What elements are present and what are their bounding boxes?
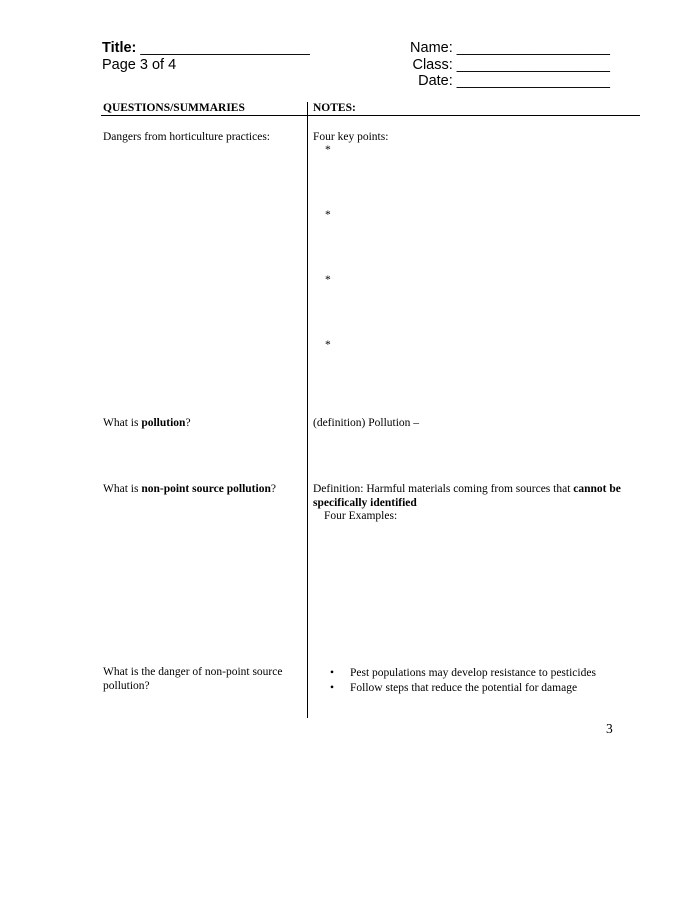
notes-danger-bullets [313,666,633,695]
header-left [102,40,310,74]
question-term: pollution [141,417,186,429]
notes-key-points-intro: Four key points: [313,131,389,143]
title-line [102,40,310,57]
notes-non-point-definition [313,483,625,524]
definition-text: Definition: Harmful materials coming from sources that [313,483,574,495]
title-blank[interactable]: _____________________ [140,40,310,56]
class-line [410,57,610,74]
title-label: Title: [102,40,137,56]
page-number: 3 [606,721,613,736]
column-header-notes: NOTES: [313,102,356,114]
question-term: non-point source pollution [141,483,271,495]
question-mark: ? [185,417,191,429]
key-point-marker-3: * [325,274,331,286]
bullet-icon: • [330,667,335,679]
column-header-questions: QUESTIONS/SUMMARIES [103,102,245,114]
header-rule [101,115,640,116]
class-label: Class: [412,56,453,73]
bullet-text: Follow steps that reduce the potential for damage [350,681,578,694]
question-mark: ? [270,483,276,495]
question-pollution [103,417,298,431]
column-headers [0,102,696,116]
date-line [410,73,610,90]
question-non-point-source [103,483,298,497]
list-item [313,681,633,696]
class-blank[interactable]: ___________________ [456,56,610,73]
bullet-list [313,666,633,695]
date-label: Date: [418,73,453,89]
name-blank[interactable]: ___________________ [456,40,610,56]
question-danger-non-point: What is the danger of non-point source pollution? [103,666,283,692]
definition-emphasis: cannot be specifically identified [313,483,621,509]
key-point-marker-2: * [325,209,331,221]
date-blank[interactable]: ___________________ [456,73,610,89]
four-examples-label: Four Examples: [324,510,398,522]
key-point-marker-1: * [325,144,331,156]
notes-pollution-definition: (definition) Pollution – [313,417,420,429]
bullet-text: Pest populations may develop resistance to pesticides [350,667,596,679]
question-text: What is [103,417,142,429]
page-info: Page 3 of 4 [102,57,177,73]
name-line [410,40,610,57]
list-item [313,666,633,681]
question-text: What is [103,483,142,495]
header-right [410,40,610,90]
name-label: Name: [410,40,453,56]
key-point-marker-4: * [325,339,331,351]
bullet-icon: • [330,681,335,694]
question-dangers: Dangers from horticulture practices: [103,131,271,143]
column-divider [307,102,308,718]
